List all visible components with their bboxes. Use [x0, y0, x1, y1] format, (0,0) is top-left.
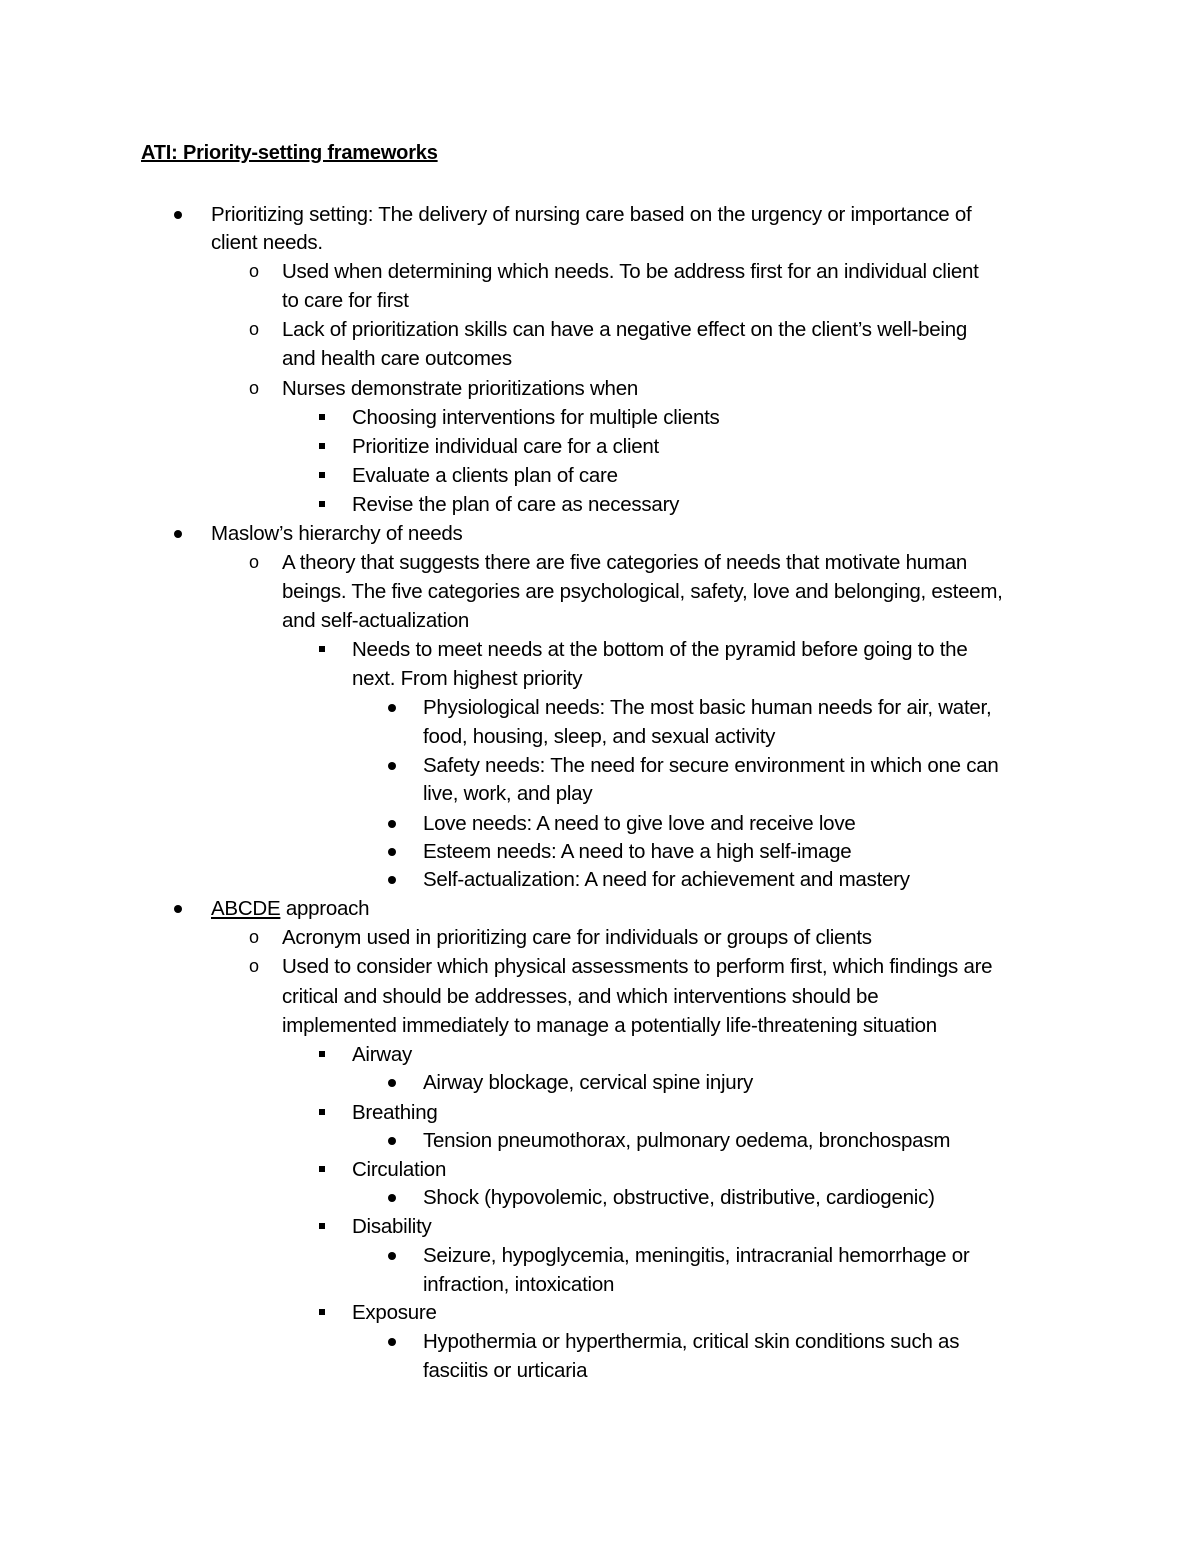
s3-heading-rest: approach	[280, 897, 370, 920]
bullet-circle: o	[249, 956, 260, 976]
s2-n-line1: Needs to meet needs at the bottom of the pyramid before going to the	[352, 638, 968, 661]
bullet-circle: o	[249, 261, 260, 281]
s2-safety-line2: live, work, and play	[423, 782, 593, 805]
list-item: Prioritize individual care for a client	[352, 435, 659, 458]
s3-disability-detail2: infraction, intoxication	[423, 1273, 615, 1296]
s2-n-line2: next. From highest priority	[352, 667, 583, 690]
s2-physio-line1: Physiological needs: The most basic human needs for air, water,	[423, 696, 992, 719]
s3-a-line1: Acronym used in prioritizing care for individuals or groups of clients	[282, 926, 872, 949]
s2-love: Love needs: A need to give love and receive love	[423, 812, 856, 835]
page-title: ATI: Priority-setting frameworks	[141, 142, 438, 164]
s2-heading: Maslow’s hierarchy of needs	[211, 522, 463, 545]
s2-a-line3: and self-actualization	[282, 609, 470, 632]
bullet-square	[319, 1051, 325, 1057]
bullet-square	[319, 414, 325, 420]
bullet-circle: o	[249, 552, 260, 572]
bullet-square	[319, 443, 325, 449]
s3-exposure-detail2: fasciitis or urticaria	[423, 1359, 588, 1382]
list-item: Revise the plan of care as necessary	[352, 493, 680, 516]
s1-text-line2: client needs.	[211, 231, 323, 254]
s1-text-line1: Prioritizing setting: The delivery of nursing care based on the urgency or importance of	[211, 203, 972, 226]
bullet-dot	[174, 530, 182, 538]
s3-disability-detail1: Seizure, hypoglycemia, meningitis, intracranial hemorrhage or	[423, 1244, 970, 1267]
bullet-dot	[174, 211, 182, 219]
bullet-square	[319, 1223, 325, 1229]
bullet-square	[319, 646, 325, 652]
s1-c-line1: Nurses demonstrate prioritizations when	[282, 377, 638, 400]
s3-disability: Disability	[352, 1215, 432, 1238]
s3-airway-detail: Airway blockage, cervical spine injury	[423, 1071, 754, 1094]
s2-a-line2: beings. The five categories are psychological, safety, love and belonging, esteem,	[282, 580, 1003, 603]
s1-a-line1: Used when determining which needs. To be address first for an individual client	[282, 260, 979, 283]
bullet-circle: o	[249, 319, 260, 339]
bullet-dot	[388, 1252, 396, 1260]
s3-breathing-detail: Tension pneumothorax, pulmonary oedema, bronchospasm	[423, 1129, 951, 1152]
bullet-dot	[388, 762, 396, 770]
bullet-square	[319, 501, 325, 507]
s1-b-line2: and health care outcomes	[282, 347, 512, 370]
s3-exposure: Exposure	[352, 1301, 437, 1324]
bullet-square	[319, 1309, 325, 1315]
bullet-dot	[388, 876, 396, 884]
s3-b-line1: Used to consider which physical assessments to perform first, which findings are	[282, 955, 993, 978]
s3-circulation: Circulation	[352, 1158, 447, 1181]
bullet-dot	[388, 1137, 396, 1145]
s3-breathing: Breathing	[352, 1101, 438, 1124]
bullet-circle: o	[249, 378, 260, 398]
s2-esteem: Esteem needs: A need to have a high self-image	[423, 840, 852, 863]
s3-airway: Airway	[352, 1043, 413, 1066]
s3-b-line2: critical and should be addresses, and which interventions should be	[282, 985, 879, 1008]
s1-b-line1: Lack of prioritization skills can have a negative effect on the client’s well-being	[282, 318, 967, 341]
s2-safety-line1: Safety needs: The need for secure environment in which one can	[423, 754, 999, 777]
bullet-square	[319, 472, 325, 478]
bullet-dot	[388, 820, 396, 828]
s2-physio-line2: food, housing, sleep, and sexual activity	[423, 725, 776, 748]
s2-a-line1: A theory that suggests there are five categories of needs that motivate human	[282, 551, 967, 574]
s3-circulation-detail: Shock (hypovolemic, obstructive, distributive, cardiogenic)	[423, 1186, 935, 1209]
bullet-dot	[388, 1194, 396, 1202]
s3-exposure-detail1: Hypothermia or hyperthermia, critical skin conditions such as	[423, 1330, 960, 1353]
bullet-dot	[174, 905, 182, 913]
bullet-dot	[388, 1338, 396, 1346]
list-item: Evaluate a clients plan of care	[352, 464, 618, 487]
s2-self: Self-actualization: A need for achievement and mastery	[423, 868, 910, 891]
s3-heading	[211, 894, 369, 923]
bullet-dot	[388, 704, 396, 712]
bullet-square	[319, 1166, 325, 1172]
s3-b-line3: implemented immediately to manage a potentially life-threatening situation	[282, 1014, 937, 1037]
bullet-circle: o	[249, 927, 260, 947]
bullet-dot	[388, 1079, 396, 1087]
bullet-dot	[388, 848, 396, 856]
bullet-square	[319, 1109, 325, 1115]
list-item: Choosing interventions for multiple clients	[352, 406, 720, 429]
s1-a-line2: to care for first	[282, 289, 409, 312]
abcde-link: ABCDE	[211, 897, 281, 920]
